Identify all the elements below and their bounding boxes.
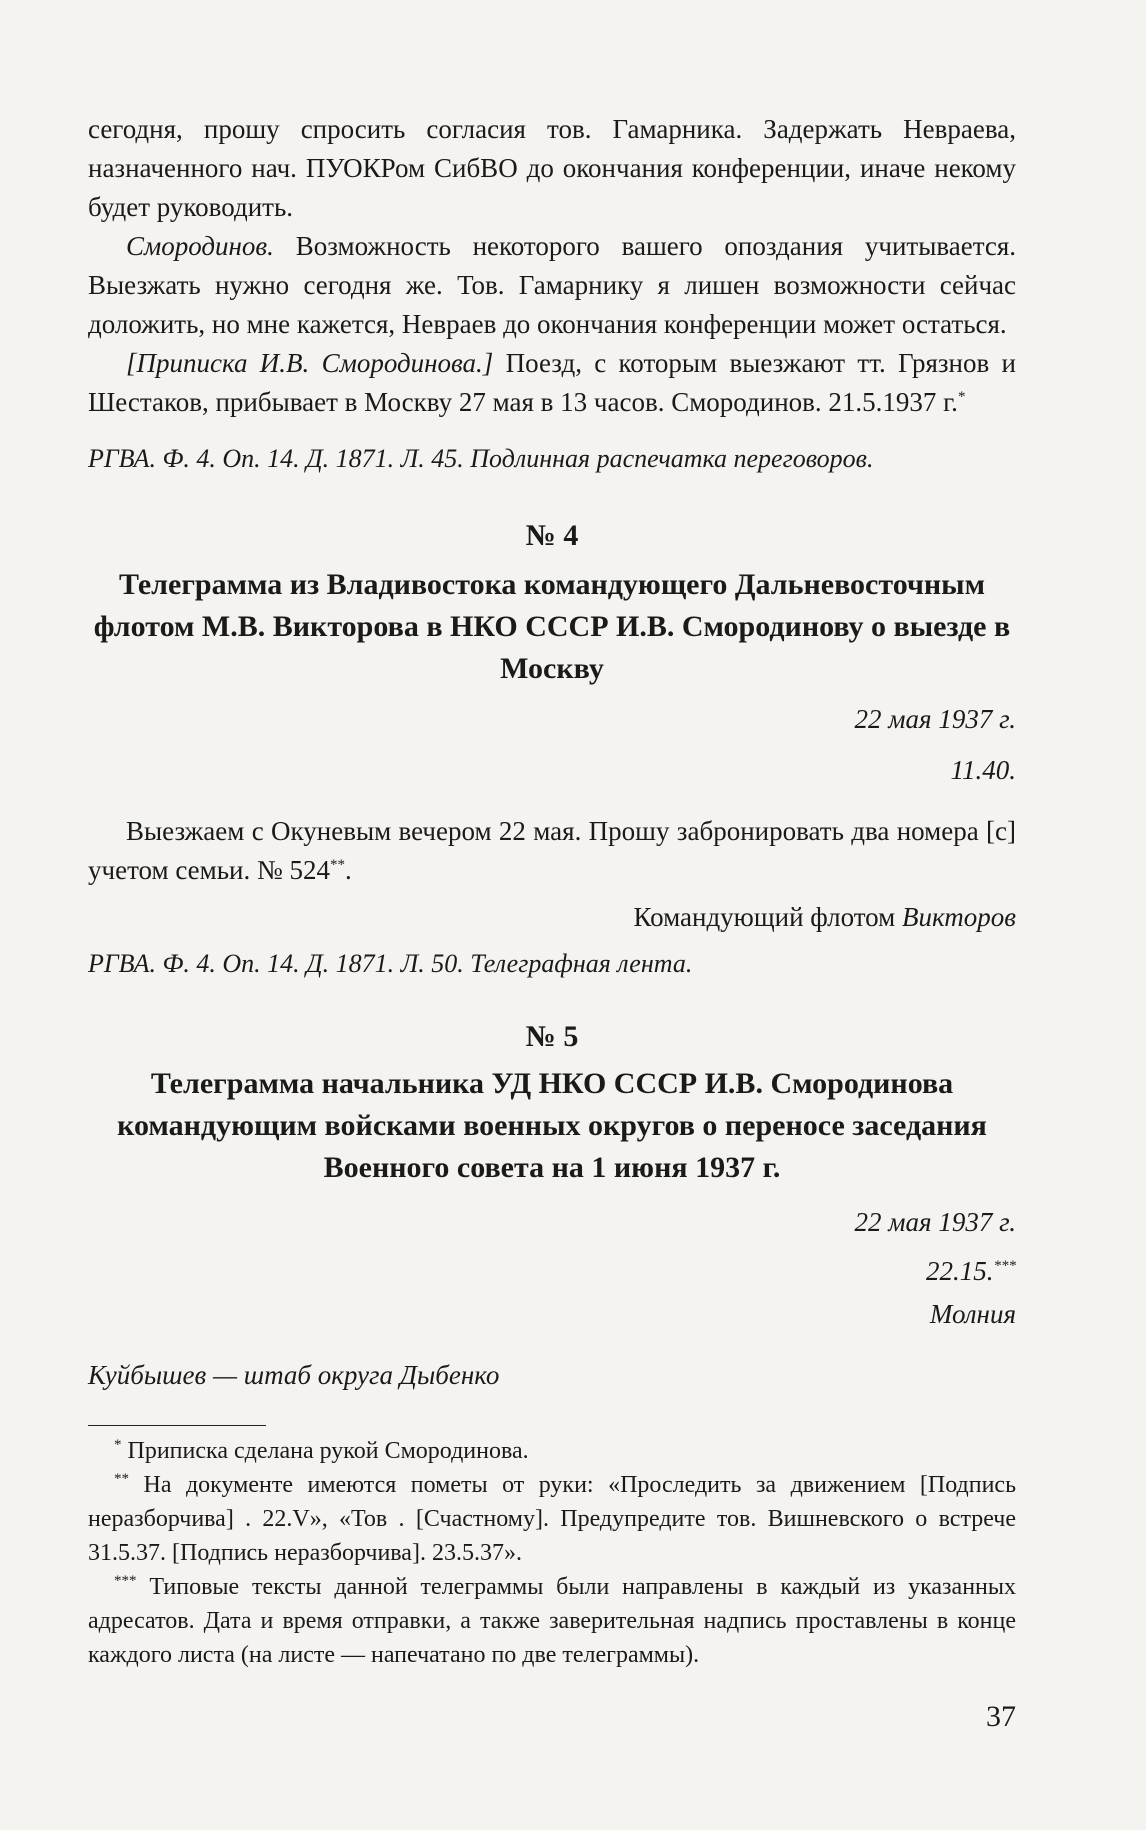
telegram-address: Куйбышев — штаб округа Дыбенко [88,1360,500,1390]
footnote-ref-2: ** [330,857,345,873]
document-number-5: № 5 [525,1020,579,1053]
footnote-ref-3: *** [993,1258,1016,1274]
document-time-4: 11.40. [950,755,1016,785]
footnote-ref-1: * [957,389,966,405]
document-date-4: 22 мая 1937 г. [854,704,1016,734]
signature-name: Викторов [902,902,1016,932]
footnote-3-text: Типовые тексты данной телеграммы были направлены в каждый из указанных адресатов. Дата и время отправки, а также заверительная надпись проставлены в конце каждого листа (на листе — напечатано по две телеграммы). [88,1574,1017,1668]
footnote-1 [88,1434,1016,1468]
footnote-divider [88,1425,266,1426]
telegram-body-4 [88,812,1016,890]
page-number: 37 [986,1700,1016,1733]
footnote-1-text: Приписка сделана рукой Смородинова. [127,1438,529,1464]
signature-4 [88,898,1016,937]
footnote-1-mark: * [114,1437,122,1453]
annotation-note: [Приписка И.В. Смородинова.] [126,348,494,378]
document-title-4: Телеграмма из Владивостока командующего Дальневосточным флотом М.В. Викторова в НКО СССР И.В. Смородинову о выезде в Москву [93,568,1011,685]
urgency-label: Молния [929,1299,1016,1329]
footnote-3 [88,1570,1016,1672]
signature-role: Командующий флотом [633,902,902,932]
footnote-2-mark: ** [114,1471,129,1487]
archive-source-4: РГВА. Ф. 4. Оп. 14. Д. 1871. Л. 50. Телеграфная лента. [88,949,693,978]
document-number-4: № 4 [525,519,579,552]
paragraph-2-text: Возможность некоторого вашего опоздания учитывается. Выезжать нужно сегодня же. Тов. Гамарнику я лишен возможности сейчас доложить, но мне кажется, Невраев до окончания конференции может остаться. [88,231,1016,339]
speaker-name: Смородинов. [126,231,274,261]
document-time-5-text: 22.15. [926,1256,994,1286]
document-page [88,110,1016,1672]
footnote-2-text: На документе имеются пометы от руки: «Проследить за движением [Подпись неразборчива] . 22.V», «Тов . [Счастному]. Предупредите тов. Вишневского о встрече 31.5.37. [Подпись неразборчива]. 23.5.37». [88,1472,1017,1566]
document-time-5 [88,1252,1016,1291]
paragraph-2 [88,227,1016,344]
telegram-body-4-text: Выезжаем с Окуневым вечером 22 мая. Прошу забронировать два номера [с] учетом семьи. № 524 [88,816,1016,885]
document-date-5: 22 мая 1937 г. [854,1207,1016,1237]
footnote-2 [88,1468,1016,1570]
footnote-3-mark: *** [114,1573,137,1589]
paragraph-3 [88,344,1016,422]
paragraph-3-text: Поезд, с которым выезжают тт. Грязнов и Шестаков, прибывает в Москву 27 мая в 13 часов. Смородинов. 21.5.1937 г. [88,348,1016,417]
telegram-body-4-end: . [345,855,352,885]
archive-source-1: РГВА. Ф. 4. Оп. 14. Д. 1871. Л. 45. Подлинная распечатка переговоров. [88,444,874,473]
paragraph-1: сегодня, прошу спросить согласия тов. Гамарника. Задержать Невраева, назначенного нач. ПУОКРом СибВО до окончания конференции, иначе некому будет руководить. [88,114,1016,222]
document-title-5: Телеграмма начальника УД НКО СССР И.В. Смородинова командующим войсками военных округов о переносе заседания Военного совета на 1 июня 1937 г. [117,1067,987,1184]
